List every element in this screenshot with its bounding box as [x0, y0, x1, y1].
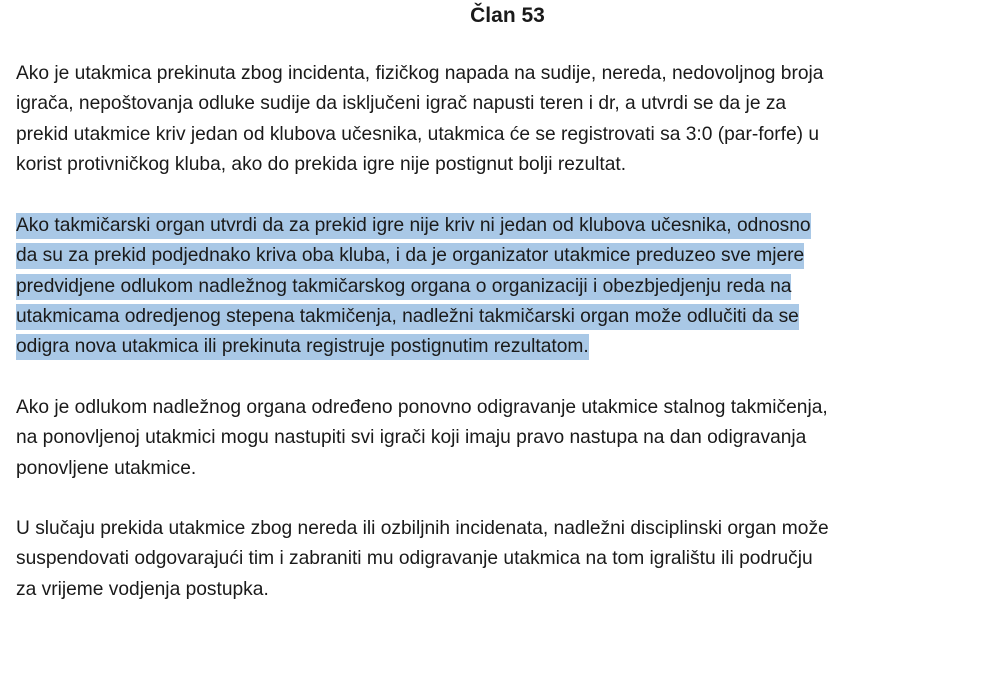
paragraph-line: Ako je utakmica prekinuta zbog incidenta, fizičkog napada na sudije, nereda, nedovoljnog broja [16, 63, 824, 84]
paragraph-line: prekid utakmice kriv jedan od klubova učesnika, utakmica će se registrovati sa 3:0 (par-forfe) u [16, 123, 820, 145]
article-title: Član 53 [470, 4, 545, 27]
selected-text-line[interactable]: predvidjene odlukom nadležnog takmičarskog organa o organizaciji i obezbjedjenju reda na [16, 274, 791, 300]
paragraph-line: Ako je odlukom nadležnog organa određeno ponovno odigravanje utakmice stalnog takmičenja, [16, 397, 828, 418]
paragraph-line: korist protivničkog kluba, ako do prekida igre nije postignut bolji rezultat. [16, 153, 627, 175]
paragraph-line: na ponovljenoj utakmici mogu nastupiti svi igrači koji imaju pravo nastupa na dan odigravanja [16, 427, 807, 449]
selected-text-line[interactable]: odigra nova utakmica ili prekinuta registruje postignutim rezultatom. [16, 334, 589, 360]
selected-text-line[interactable]: Ako takmičarski organ utvrdi da za prekid igre nije kriv ni jedan od klubova učesnika, odnosno [16, 213, 811, 239]
document-page [16, 0, 991, 600]
paragraph-line: ponovljene utakmice. [16, 457, 197, 479]
selected-text-line[interactable]: da su za prekid podjednako kriva oba kluba, i da je organizator utakmice preduzeo sve mjere [16, 243, 804, 269]
paragraph-4 [16, 514, 829, 605]
selected-text-line[interactable]: utakmicama odredjenog stepena takmičenja, nadležni takmičarski organ može odlučiti da se [16, 304, 799, 330]
paragraph-line: U slučaju prekida utakmice zbog nereda ili ozbiljnih incidenata, nadležni disciplinski organ može [16, 518, 829, 539]
paragraph-line: igrača, nepoštovanja odluke sudije da isključeni igrač napusti teren i dr, a utvrdi se da je za [16, 93, 787, 115]
paragraph-3 [16, 393, 828, 484]
paragraph-1 [16, 59, 823, 180]
paragraph-line: suspendovati odgovarajući tim i zabraniti mu odigravanje utakmica na tom igralištu ili području [16, 548, 813, 570]
paragraph-line: za vrijeme vodjenja postupka. [16, 578, 269, 600]
paragraph-2-selected[interactable] [16, 211, 811, 362]
